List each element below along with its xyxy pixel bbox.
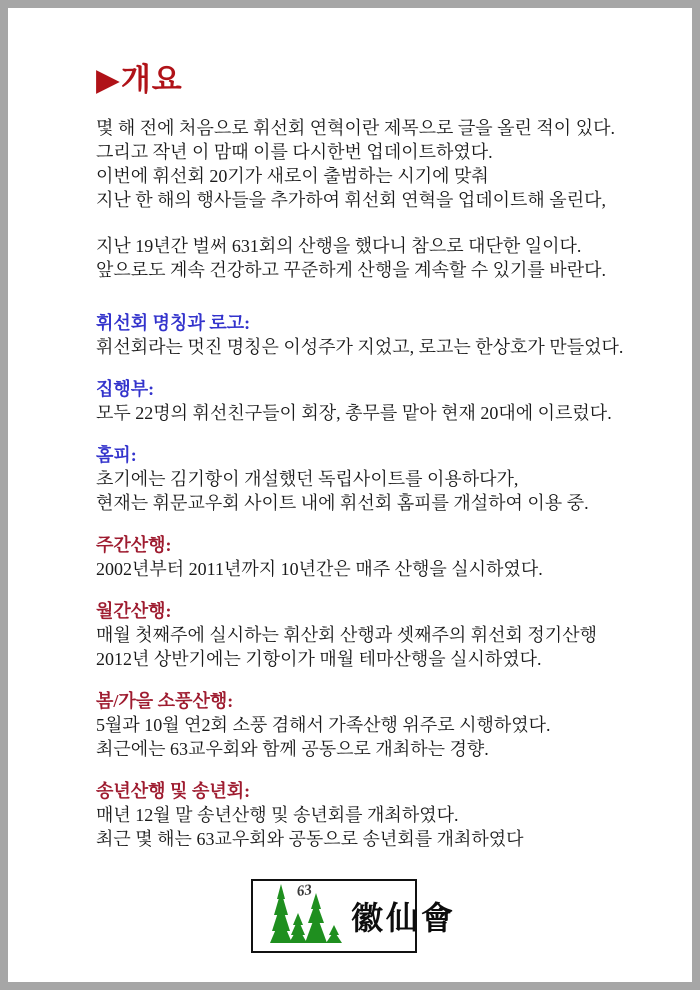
section <box>96 377 642 425</box>
section-heading: 봄/가을 소풍산행: <box>96 691 234 711</box>
document-content <box>8 8 692 953</box>
section-heading: 송년산행 및 송년회: <box>96 781 251 801</box>
text-line: 몇 해 전에 처음으로 휘선회 연혁이란 제목으로 글을 올린 적이 있다. <box>96 118 615 138</box>
text-line: 현재는 휘문교우회 사이트 내에 휘선회 홈피를 개설하여 이용 중. <box>96 493 589 513</box>
text-line: 모두 22명의 휘선친구들이 회장, 총무를 맡아 현재 20대에 이르렀다. <box>96 403 612 423</box>
text-line: 초기에는 김기항이 개설했던 독립사이트를 이용하다가, <box>96 469 519 489</box>
section <box>96 599 642 671</box>
section <box>96 443 642 515</box>
text-line: 지난 19년간 벌써 631회의 산행을 했다니 참으로 대단한 일이다. <box>96 236 582 256</box>
text-line: 2012년 상반기에는 기항이가 매월 테마산행을 실시하였다. <box>96 649 542 669</box>
section <box>96 779 642 851</box>
section <box>96 689 642 761</box>
text-line: 앞으로도 계속 건강하고 꾸준하게 산행을 계속할 수 있기를 바란다. <box>96 260 606 280</box>
section-heading: 휘선회 명칭과 로고: <box>96 313 251 333</box>
text-line: 지난 한 해의 행사들을 추가하여 휘선회 연혁을 업데이트해 올린다, <box>96 190 606 210</box>
text-line: 이번에 휘선회 20기가 새로이 출범하는 시기에 맞춰 <box>96 166 489 186</box>
text-line: 5월과 10월 연2회 소풍 겸해서 가족산행 위주로 시행하였다. <box>96 715 551 735</box>
section-heading: 홈피: <box>96 445 137 465</box>
text-line: 최근 몇 해는 63교우회와 공동으로 송년회를 개최하였다 <box>96 829 524 849</box>
text-line: 그리고 작년 이 맘때 이를 다시한번 업데이트하였다. <box>96 142 493 162</box>
section-heading: 집행부: <box>96 379 155 399</box>
logo-number: 63 <box>295 882 313 900</box>
text-line: 매월 첫째주에 실시하는 휘산회 산행과 셋째주의 휘선회 정기산행 <box>96 625 597 645</box>
intro-paragraph <box>96 234 642 282</box>
section <box>96 533 642 581</box>
intro-paragraph <box>96 116 642 212</box>
sections <box>96 311 642 851</box>
page-title: ▶개요 <box>96 62 183 97</box>
text-line: 최근에는 63교우회와 함께 공동으로 개최하는 경향. <box>96 739 489 759</box>
section <box>96 311 642 359</box>
club-logo <box>251 879 457 953</box>
intro <box>96 116 642 282</box>
pine-trees-icon <box>267 882 343 947</box>
text-line: 휘선회라는 멋진 명칭은 이성주가 지었고, 로고는 한상호가 만들었다. <box>96 337 624 357</box>
text-line: 2002년부터 2011년까지 10년간은 매주 산행을 실시하였다. <box>96 559 543 579</box>
logo-hanja-text: 徽仙會 <box>351 900 457 936</box>
section-heading: 월간산행: <box>96 601 172 621</box>
text-line: 매년 12월 말 송년산행 및 송년회를 개최하였다. <box>96 805 459 825</box>
section-heading: 주간산행: <box>96 535 172 555</box>
